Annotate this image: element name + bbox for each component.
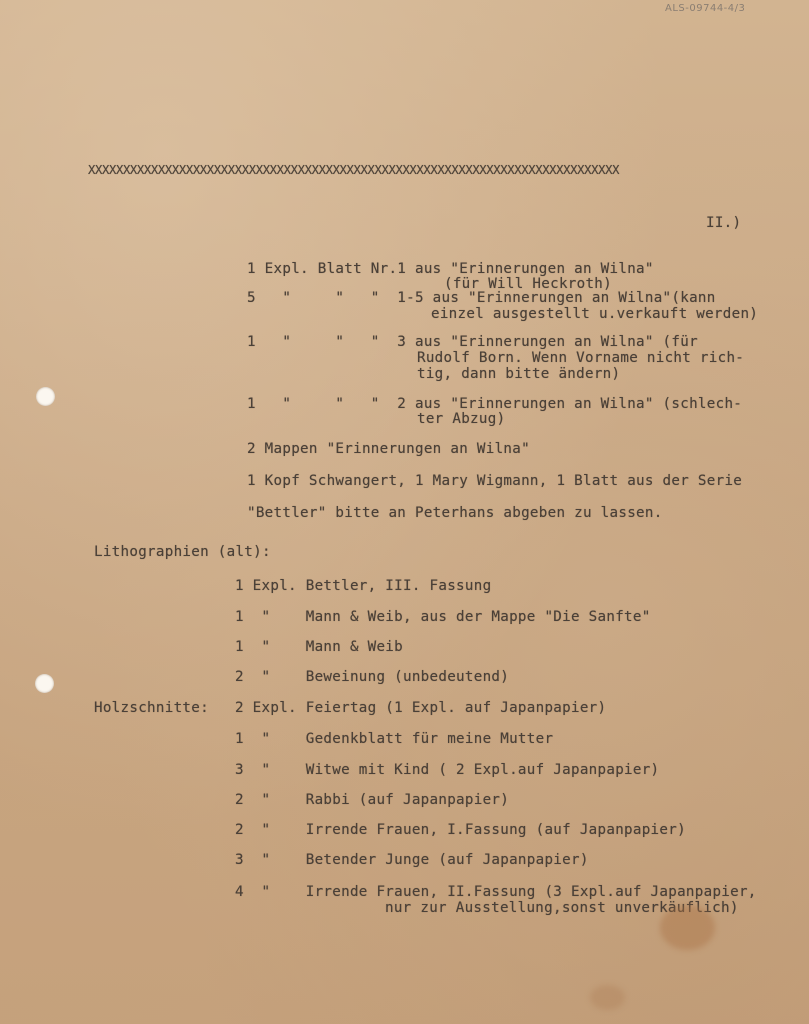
list-item: nur zur Ausstellung,sonst unverkäuflich) bbox=[385, 900, 739, 916]
list-item: 3 " Witwe mit Kind ( 2 Expl.auf Japanpapier) bbox=[235, 762, 660, 778]
list-item: 2 " Rabbi (auf Japanpapier) bbox=[235, 792, 510, 808]
section-heading-holzschnitte: Holzschnitte: bbox=[94, 700, 209, 716]
paper-stain bbox=[590, 985, 625, 1010]
list-item: 1 " Mann & Weib, aus der Mappe "Die Sanfte" bbox=[235, 609, 651, 625]
punch-hole bbox=[35, 674, 54, 693]
section-heading-lithographien: Lithographien (alt): bbox=[94, 544, 271, 560]
list-item: 1 " Gedenkblatt für meine Mutter bbox=[235, 731, 554, 747]
list-item: 3 " Betender Junge (auf Japanpapier) bbox=[235, 852, 589, 868]
list-item: 2 " Beweinung (unbedeutend) bbox=[235, 669, 510, 685]
list-item: 2 Expl. Feiertag (1 Expl. auf Japanpapier) bbox=[235, 700, 607, 716]
list-item: 1 " Mann & Weib bbox=[235, 639, 403, 655]
punch-hole bbox=[36, 387, 55, 406]
separator-line: XXXXXXXXXXXXXXXXXXXXXXXXXXXXXXXXXXXXXXXXXXXXXXXXXXXXXXXXXXXXXXXXXXXXXXXXXXXX bbox=[88, 163, 620, 177]
entry-line: 1 Kopf Schwangert, 1 Mary Wigmann, 1 Blatt aus der Serie bbox=[247, 473, 743, 489]
paper-stain bbox=[660, 905, 715, 950]
entry-line: 1 " " " 2 aus "Erinnerungen an Wilna" (schlech- bbox=[247, 396, 743, 412]
entry-line: 1 " " " 3 aus "Erinnerungen an Wilna" (für bbox=[247, 334, 698, 350]
entry-line: 2 Mappen "Erinnerungen an Wilna" bbox=[247, 441, 530, 457]
entry-line: 5 " " " 1-5 aus "Erinnerungen an Wilna"(kann bbox=[247, 290, 716, 306]
entry-line: Rudolf Born. Wenn Vorname nicht rich- bbox=[417, 350, 745, 366]
list-item: 2 " Irrende Frauen, I.Fassung (auf Japanpapier) bbox=[235, 822, 686, 838]
entry-line: 1 Expl. Blatt Nr.1 aus "Erinnerungen an Wilna" bbox=[247, 261, 654, 277]
list-item: 1 Expl. Bettler, III. Fassung bbox=[235, 578, 492, 594]
entry-line: (für Will Heckroth) bbox=[444, 276, 612, 292]
entry-line: "Bettler" bitte an Peterhans abgeben zu lassen. bbox=[247, 505, 663, 521]
entry-line: einzel ausgestellt u.verkauft werden) bbox=[431, 306, 759, 322]
entry-line: tig, dann bitte ändern) bbox=[417, 366, 621, 382]
entry-line: ter Abzug) bbox=[417, 411, 506, 427]
list-item: 4 " Irrende Frauen, II.Fassung (3 Expl.auf Japanpapier, bbox=[235, 884, 757, 900]
page-number: II.) bbox=[706, 215, 742, 231]
archive-number: ALS-09744-4/3 bbox=[665, 3, 746, 14]
